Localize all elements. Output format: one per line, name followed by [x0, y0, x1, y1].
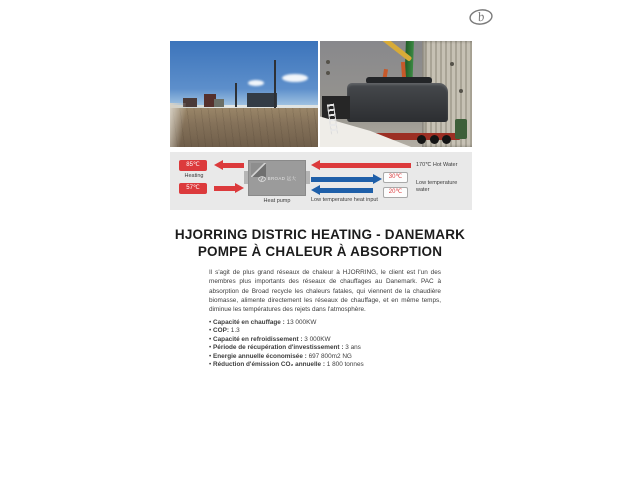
building [214, 99, 224, 107]
trailer-wheel [442, 135, 451, 144]
installation-photo [320, 41, 472, 147]
low-temp-out-arrow [311, 177, 373, 182]
hot-water-arrow [320, 163, 411, 168]
spec-label: Période de récupération d'investissement : [213, 344, 344, 352]
description-paragraph: Il s'agit de plus grand réseaux de chaleur à HJORRING, le client est l'un des membres plus importants des réseaux de chauffages au Danemark. PAC à absorption de Broad recycle les chaleurs fatales, qui viennent de la chaudière biomasse, alimente directement les réseaux de chauffage, et en même temps, diminue les températures des rejets dans l'atmosphère. [209, 269, 441, 314]
heat-pump-flow-diagram [170, 152, 472, 210]
wall-hole [450, 62, 454, 66]
hot-water-label: 170℃ Hot Water [416, 162, 458, 168]
return-temp-box: 57℃ [179, 183, 207, 194]
spec-item-payback [209, 344, 454, 352]
low-temp-water-label: Low temperature water [416, 180, 458, 193]
heat-pump-box [248, 160, 306, 196]
low-temp-in-arrow [320, 188, 373, 193]
heating-out-arrow [223, 163, 244, 168]
low-temp-out-box: 30℃ [383, 172, 408, 183]
spec-value: 1.3 [230, 327, 240, 335]
heating-label: Heating [184, 173, 204, 179]
pump-corner-detail [251, 163, 266, 177]
site-photo [170, 41, 318, 147]
title-line-1: HJORRING DISTRIC HEATING - DANEMARK [174, 227, 466, 242]
pump-brand-text: BROAD 远大 [267, 176, 297, 181]
road-edge [170, 103, 186, 147]
wall-hole [326, 71, 330, 75]
logo-letter: b [476, 8, 486, 25]
wall-hole [459, 89, 463, 93]
low-temp-in-box: 20℃ [383, 187, 408, 198]
trailer-wheel [430, 135, 439, 144]
broad-mini-logo-icon [258, 176, 266, 182]
title-line-2: POMPE À CHALEUR À ABSORPTION [197, 243, 443, 259]
spec-label: Capacité en chauffage : [213, 319, 285, 326]
spec-value: 3 000KW [304, 335, 331, 343]
spec-item-cooling-capacity [209, 336, 454, 344]
spec-item-energy-saved [209, 353, 454, 361]
spec-list [209, 319, 454, 369]
field-texture [170, 108, 318, 147]
spec-item-co2-reduction [209, 361, 454, 369]
spec-label: COP: [213, 327, 229, 335]
cloud [282, 74, 308, 82]
return-arrow [214, 186, 235, 191]
spec-value: 13 000KW [286, 319, 317, 326]
spec-item-heating-capacity [209, 319, 454, 327]
spec-label: Capacité en refroidissement : [213, 335, 303, 343]
spec-label: Réduction d'émission CO₂ annuelle : [213, 361, 325, 369]
heat-pump-unit [347, 83, 447, 121]
spec-value: 1 800 tonnes [326, 361, 364, 369]
tall-mast [274, 60, 276, 108]
spec-label: Energie annuelle économisée : [213, 352, 307, 360]
spec-value: 3 ans [345, 344, 361, 352]
spec-item-cop [209, 327, 454, 335]
spec-value: 697 800m2 NG [308, 352, 352, 360]
pump-flange-right [306, 171, 310, 184]
low-temp-input-label: Low temperature heat input [311, 197, 378, 203]
truck-cab [455, 119, 467, 139]
heat-pump-label: Heat pump [263, 198, 291, 204]
broad-logo-icon [466, 7, 496, 27]
slide-title [0, 227, 640, 260]
heating-out-temp-box: 85℃ [179, 160, 207, 171]
dark-crate [322, 96, 351, 119]
main-building [247, 93, 277, 107]
chimney [235, 83, 237, 107]
pump-brand [249, 176, 305, 182]
